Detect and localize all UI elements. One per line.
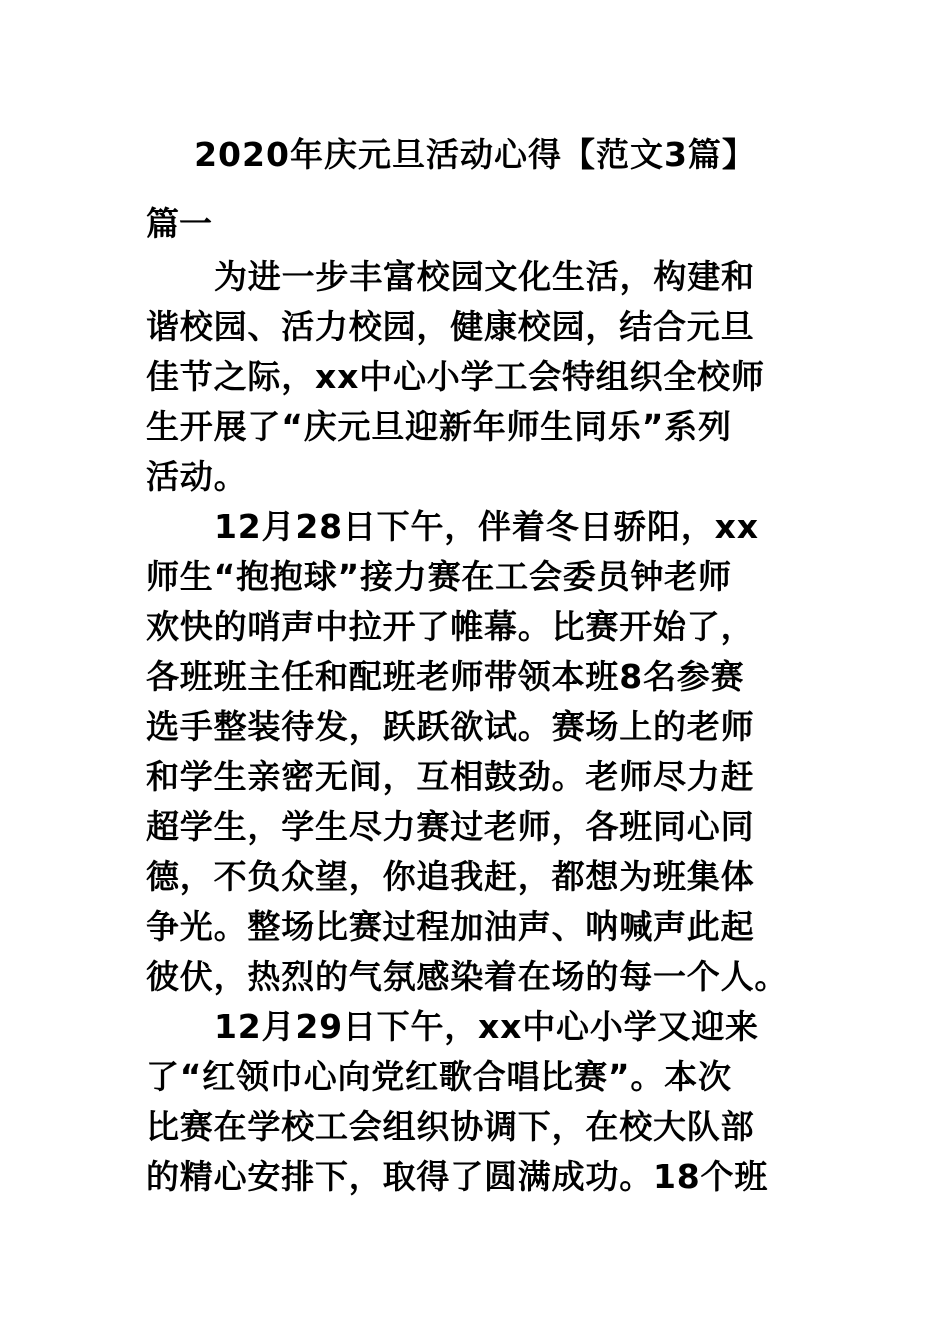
paragraph-line: 彼伏，热烈的气氛感染着在场的每一个人。 xyxy=(146,957,789,996)
paragraph-line: 欢快的哨声中拉开了帷幕。比赛开始了， xyxy=(146,607,755,646)
paragraph-line: 超学生，学生尽力赛过老师，各班同心同 xyxy=(146,807,755,846)
paragraph-line: 生开展了“庆元旦迎新年师生同乐”系列 xyxy=(146,407,732,446)
paragraph-line: 谐校园、活力校园，健康校园，结合元旦 xyxy=(146,307,755,346)
paragraph-line: 为进一步丰富校园文化生活，构建和 xyxy=(214,257,755,296)
section-heading: 篇一 xyxy=(146,204,212,243)
paragraph-line: 12月29日下午，xx中心小学又迎来 xyxy=(214,1007,759,1046)
paragraph-line: 佳节之际，xx中心小学工会特组织全校师 xyxy=(146,357,765,396)
paragraph-line: 各班班主任和配班老师带领本班8名参赛 xyxy=(146,657,745,696)
paragraph-line: 争光。整场比赛过程加油声、呐喊声此起 xyxy=(146,907,755,946)
document-title: 2020年庆元旦活动心得【范文3篇】 xyxy=(194,135,756,174)
paragraph-line: 了“红领巾心向党红歌合唱比赛”。本次 xyxy=(146,1057,732,1096)
paragraph-line: 的精心安排下，取得了圆满成功。18个班 xyxy=(146,1157,769,1196)
paragraph-line: 比赛在学校工会组织协调下，在校大队部 xyxy=(146,1107,755,1146)
paragraph-line: 选手整装待发，跃跃欲试。赛场上的老师 xyxy=(146,707,755,746)
paragraph-line: 师生“抱抱球”接力赛在工会委员钟老师 xyxy=(146,557,732,596)
paragraph-line: 德，不负众望，你追我赶，都想为班集体 xyxy=(146,857,755,896)
paragraph-line: 和学生亲密无间，互相鼓劲。老师尽力赶 xyxy=(146,757,755,796)
paragraph-line: 12月28日下午，伴着冬日骄阳，xx xyxy=(214,507,759,546)
paragraph-line: 活动。 xyxy=(146,457,248,496)
